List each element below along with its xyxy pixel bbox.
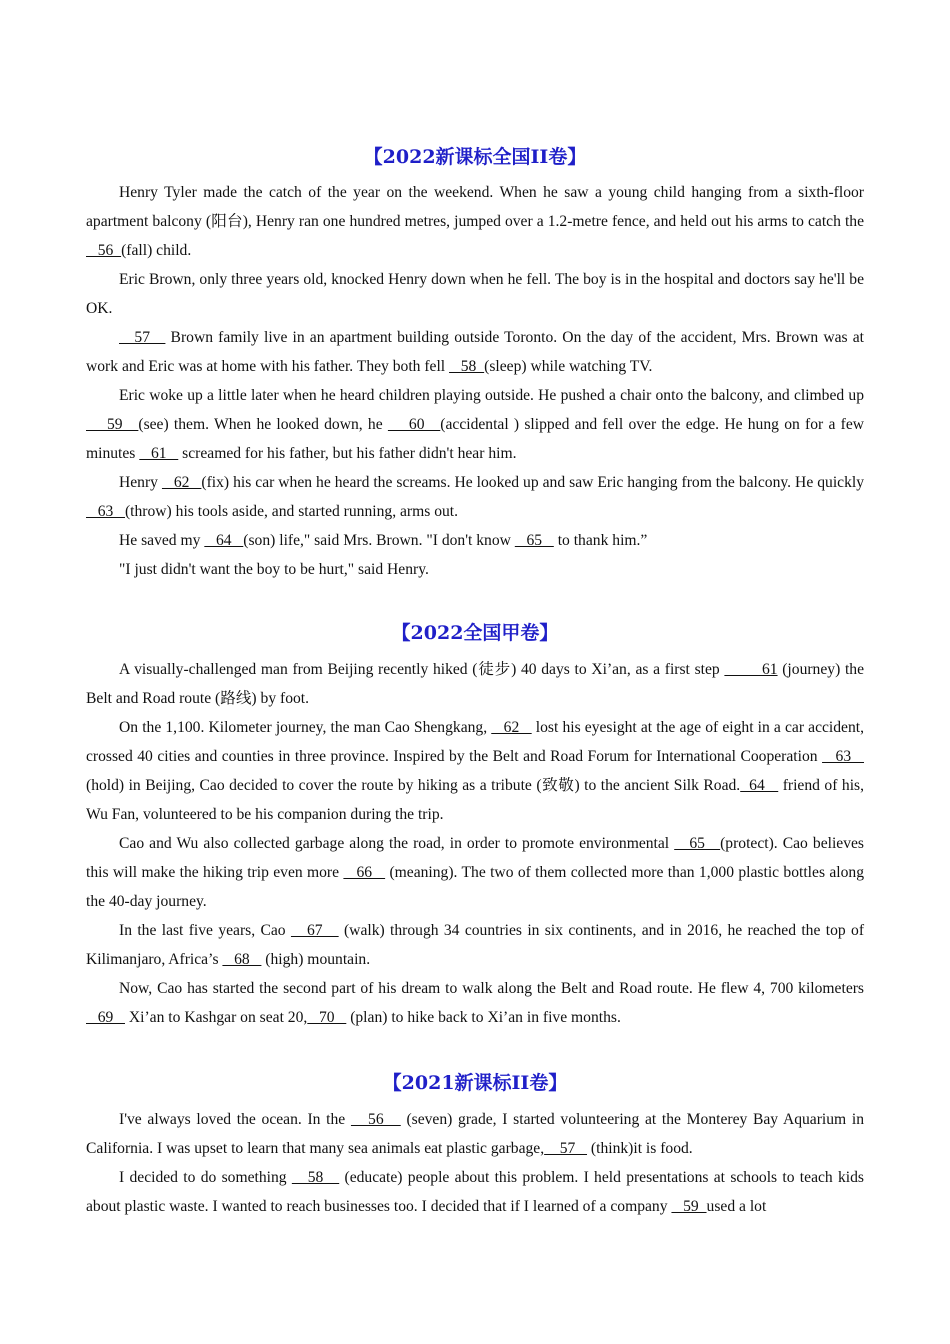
answer-blank: 63 [86, 503, 125, 520]
answer-blank: 56 [86, 242, 122, 259]
text-run: (educate) people about this problem. I held presentations at schools to teach kids about plastic waste. I wanted to reach businesses too. I decided that if I learned of a company [86, 1169, 864, 1215]
text-run: (protect). Cao believes this will make the hiking trip even more [86, 835, 864, 881]
answer-blank: 64 [740, 777, 779, 794]
text-run: Henry [119, 474, 162, 491]
text-run: (seven) grade, I started volunteering at the Monterey Bay Aquarium in California. I was upset to learn that many sea animals eat plastic garbage, [86, 1111, 865, 1157]
answer-blank: 62 [491, 719, 532, 736]
text-run: Eric Brown, only three years old, knocked Henry down when he fell. The boy is in the hospital and doctors say he'll be OK. [86, 271, 864, 317]
text-run: (accidental ) slipped and fell over the edge. He hung on for a few minutes [86, 416, 865, 462]
answer-blank: 64 [204, 532, 244, 549]
passage-2022-national-a [86, 655, 864, 1032]
answer-blank: 56 [350, 1111, 401, 1128]
text-run: "I just didn't want the boy to be hurt," said Henry. [119, 561, 429, 578]
text-run: Henry Tyler made the catch of the year on the weekend. When he saw a young child hanging from a sixth-floor apartment balcony (阳台), Henry ran one hundred metres, jumped over a 1.2-metre fence, and held out his arms to catch the [86, 184, 864, 230]
paragraph [86, 974, 864, 1032]
text-run: used a lot [706, 1198, 767, 1215]
answer-blank: 59 [86, 416, 139, 433]
text-run: I've always loved the ocean. In the [119, 1111, 351, 1128]
answer-blank: 62 [161, 474, 202, 491]
text-run: (meaning). The two of them collected more than 1,000 plastic bottles along the 40-day journey. [86, 864, 865, 910]
passage-2021-new-curriculum-ii [86, 1105, 864, 1221]
section-title-2022-new-curriculum-ii: 【2022新课标全国II卷】 [363, 146, 587, 168]
paragraph [86, 526, 864, 555]
section-title-2022-national-a: 【2022全国甲卷】 [391, 622, 559, 644]
text-run: Brown family live in an apartment building outside Toronto. On the day of the accident, Mrs. Brown was at work and Eric was at home with his father. They both fell [86, 329, 865, 375]
text-run: (journey) the Belt and Road route (路线) by foot. [86, 661, 865, 707]
paragraph [86, 381, 864, 468]
text-run: Xi’an to Kashgar on seat 20, [124, 1009, 308, 1026]
answer-blank: 58 [291, 1169, 340, 1186]
text-run: Eric woke up a little later when he heard children playing outside. He pushed a chair onto the balcony, and climbed up [119, 387, 864, 404]
paragraph [86, 916, 864, 974]
text-run: In the last five years, Cao [119, 922, 291, 939]
text-run: He saved my [119, 532, 205, 549]
text-run: (plan) to hike back to Xi’an in five months. [346, 1009, 621, 1026]
paragraph [86, 178, 864, 265]
answer-blank: 69 [86, 1009, 125, 1026]
text-run: (fix) his car when he heard the screams. He looked up and saw Eric hanging from the balcony. He quickly [201, 474, 864, 491]
paragraph [86, 1163, 864, 1221]
text-run: (hold) in Beijing, Cao decided to cover the route by hiking as a tribute (致敬) to the ancient Silk Road. [86, 777, 741, 794]
paragraph [86, 323, 864, 381]
text-run: friend of his, Wu Fan, volunteered to be his companion during the trip. [86, 777, 865, 823]
answer-blank: 67 [290, 922, 339, 939]
answer-blank: 65 [674, 835, 721, 852]
text-run: lost his eyesight at the age of eight in a car accident, crossed 40 cities and counties in three province. Inspired by the Belt and Road Forum for International Cooperation [86, 719, 864, 765]
answer-blank: 70 [307, 1009, 347, 1026]
text-run: (walk) through 34 countries in six continents, and in 2016, he reached the top of Kilimanjaro, Africa’s [86, 922, 865, 968]
answer-blank: 57 [119, 329, 166, 346]
text-run: (sleep) while watching TV. [484, 358, 653, 375]
text-run: On the 1,100. Kilometer journey, the man Cao Shengkang, [119, 719, 492, 736]
passage-2022-new-curriculum-ii [86, 178, 864, 584]
text-run: (son) life," said Mrs. Brown. "I don't know [243, 532, 515, 549]
text-run: Now, Cao has started the second part of his dream to walk along the Belt and Road route. He flew 4, 700 kilometers [119, 980, 864, 997]
text-run: (think)it is food. [587, 1140, 693, 1157]
paragraph [86, 655, 864, 713]
paragraph [86, 713, 864, 829]
text-run: A visually-challenged man from Beijing recently hiked (徒步) 40 days to Xi’an, as a first step [119, 661, 725, 678]
paragraph [86, 1105, 864, 1163]
answer-blank: 57 [544, 1140, 588, 1157]
answer-blank: 59 [671, 1198, 707, 1215]
answer-blank: 58 [449, 358, 485, 375]
text-run: screamed for his father, but his father didn't hear him. [178, 445, 517, 462]
text-run: I decided to do something [119, 1169, 292, 1186]
text-run: (high) mountain. [261, 951, 371, 968]
section-title-2021-new-curriculum-ii: 【2021新课标II卷】 [382, 1072, 568, 1094]
paragraph [86, 555, 864, 584]
text-run: (fall) child. [121, 242, 192, 259]
answer-blank: 60 [387, 416, 441, 433]
text-run: (see) them. When he looked down, he [138, 416, 388, 433]
answer-blank: 68 [222, 951, 262, 968]
answer-blank: 61 [139, 445, 179, 462]
answer-blank: 61 [724, 661, 778, 678]
answer-blank: 66 [343, 864, 386, 881]
answer-blank: 63 [822, 748, 864, 765]
text-run: Cao and Wu also collected garbage along the road, in order to promote environmental [119, 835, 675, 852]
paragraph [86, 468, 864, 526]
paragraph [86, 829, 864, 916]
text-run: to thank him.” [553, 532, 648, 549]
answer-blank: 65 [514, 532, 554, 549]
text-run: (throw) his tools aside, and started running, arms out. [124, 503, 459, 520]
paragraph [86, 265, 864, 323]
